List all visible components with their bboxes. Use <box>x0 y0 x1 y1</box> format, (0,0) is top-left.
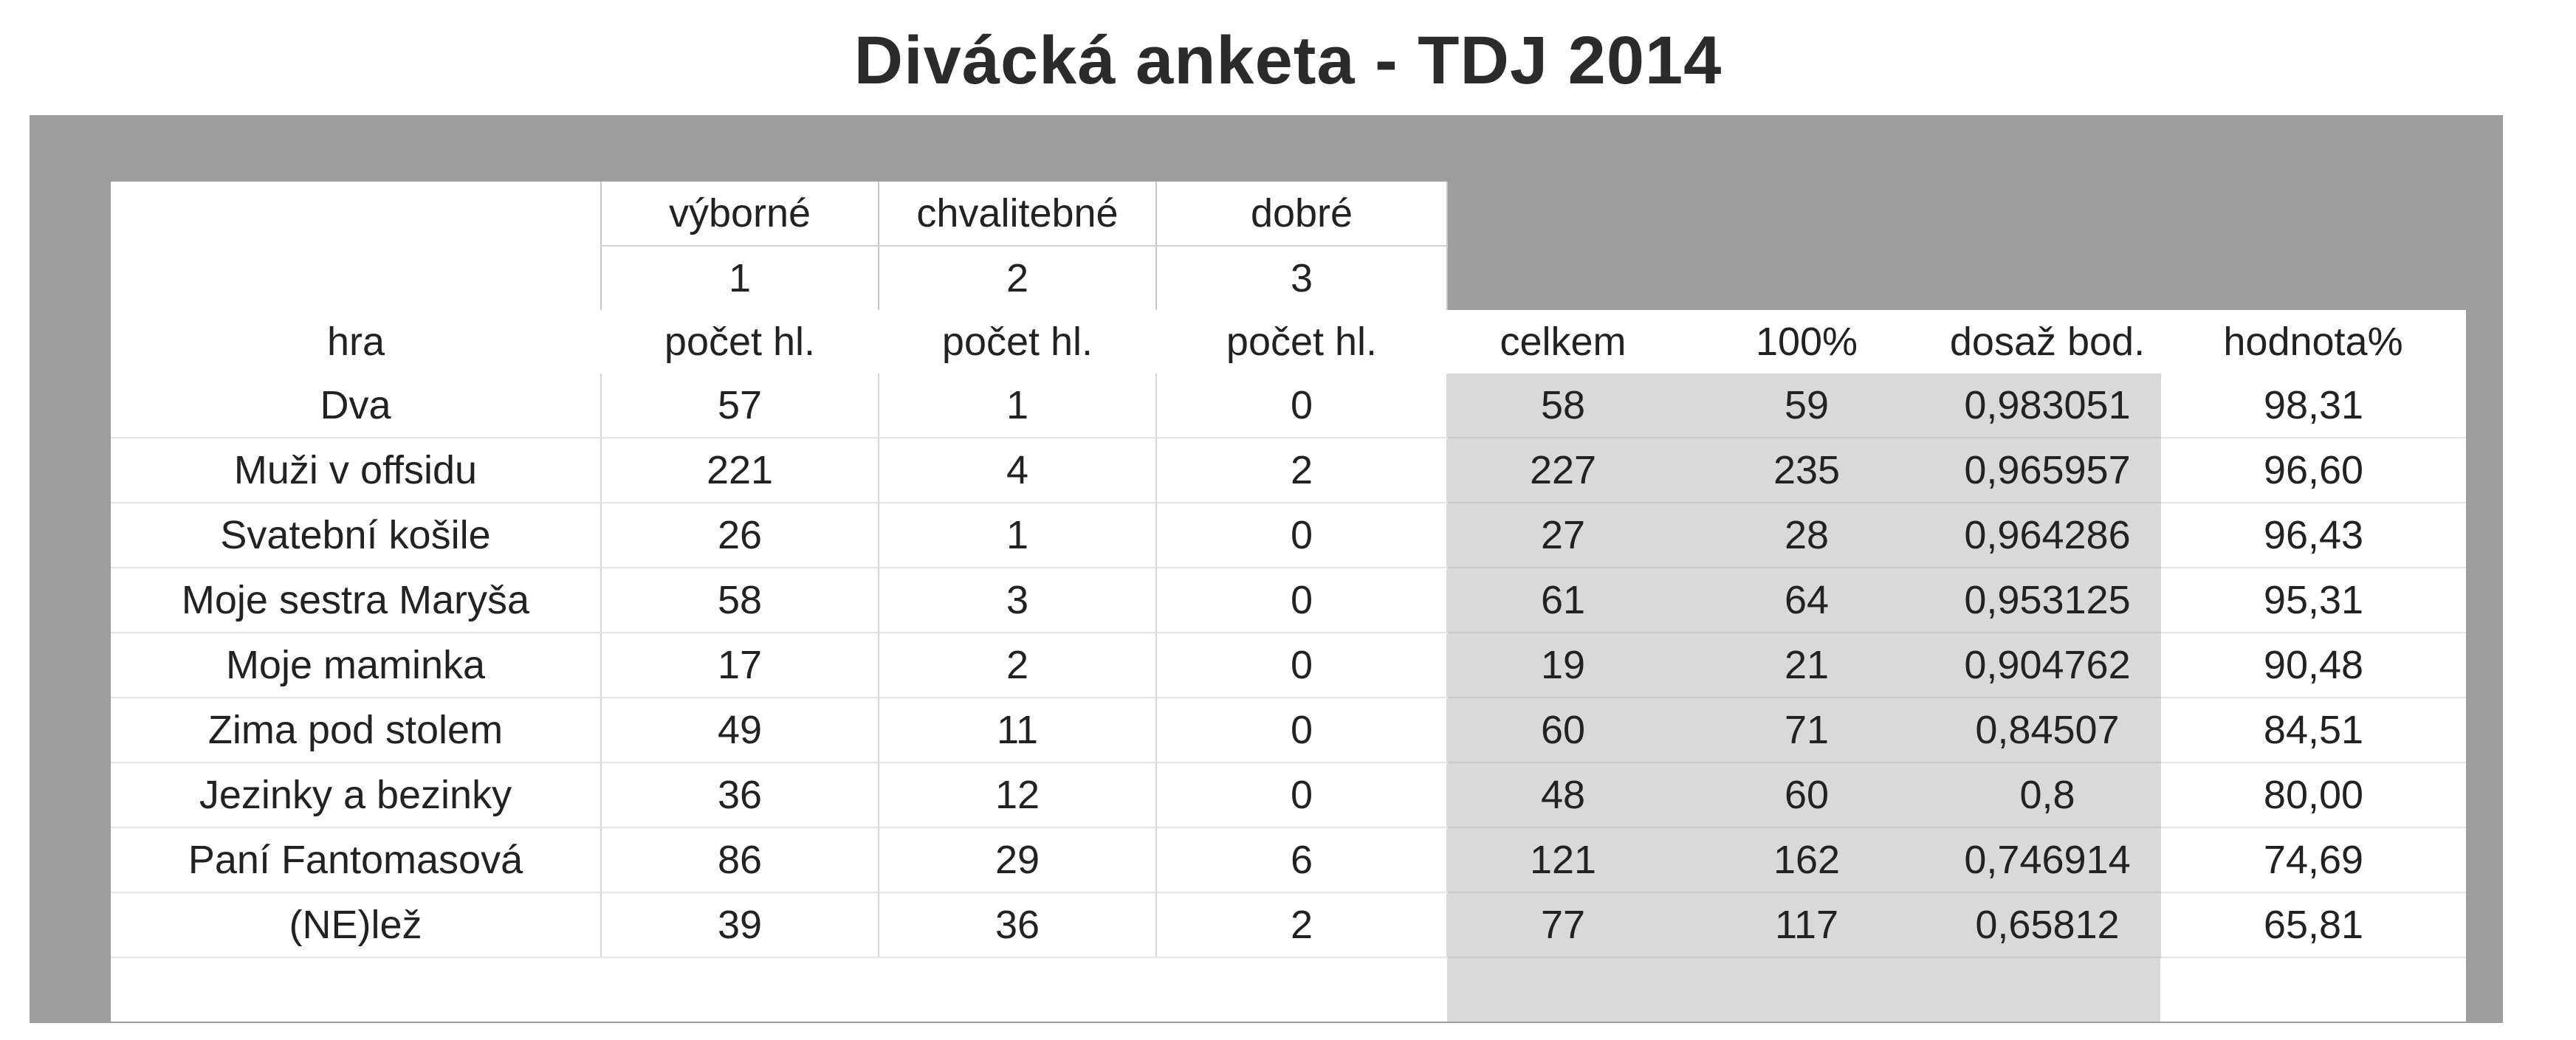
cell-pocet-2: 1 <box>879 373 1156 438</box>
column-header-hra: hra <box>111 310 601 373</box>
cell-pocet-2: 2 <box>879 633 1156 698</box>
cell-100: 60 <box>1679 762 1934 827</box>
cell-celkem: 227 <box>1447 438 1679 503</box>
cell-pocet-1: 36 <box>601 762 879 827</box>
column-header-pocet-3: počet hl. <box>1156 310 1447 373</box>
header-level-3: dobré <box>1156 182 1447 246</box>
cell-pocet-3: 0 <box>1156 373 1447 438</box>
cell-hodnota: 84,51 <box>2160 698 2466 762</box>
cell-pocet-2: 36 <box>879 892 1156 957</box>
cell-hodnota: 98,31 <box>2160 373 2466 438</box>
table-row <box>111 892 2466 957</box>
cell-pocet-1: 17 <box>601 633 879 698</box>
cell-hodnota: 95,31 <box>2160 568 2466 633</box>
cell-100: 162 <box>1679 827 1934 892</box>
header-level-2: chvalitebné <box>879 182 1156 246</box>
cell-pocet-3: 0 <box>1156 762 1447 827</box>
cell-pocet-3: 2 <box>1156 892 1447 957</box>
cell-hra: Zima pod stolem <box>111 698 601 762</box>
cell-100: 28 <box>1679 503 1934 568</box>
cell-celkem: 58 <box>1447 373 1679 438</box>
cell-hra: (NE)lež <box>111 892 601 957</box>
column-header-celkem: celkem <box>1447 310 1679 373</box>
cell-dosaz-bod: 0,8 <box>1934 762 2160 827</box>
header-level-1: výborné <box>601 182 879 246</box>
cell-hra: Moje sestra Maryša <box>111 568 601 633</box>
cell-dosaz-bod: 0,65812 <box>1934 892 2160 957</box>
cell-hodnota: 96,43 <box>2160 503 2466 568</box>
cell-hra: Muži v offsidu <box>111 438 601 503</box>
column-header-hodnota: hodnota% <box>2160 310 2466 373</box>
table-row <box>111 503 2466 568</box>
cell-pocet-1: 39 <box>601 892 879 957</box>
cell-pocet-2: 29 <box>879 827 1156 892</box>
header-row-columns <box>111 310 2466 373</box>
column-header-dosaz-bod: dosaž bod. <box>1934 310 2160 373</box>
cell-pocet-2: 3 <box>879 568 1156 633</box>
cell-100: 59 <box>1679 373 1934 438</box>
table-row <box>111 568 2466 633</box>
cell-hra: Paní Fantomasová <box>111 827 601 892</box>
header-row-levels <box>111 182 2466 246</box>
cell-pocet-2: 4 <box>879 438 1156 503</box>
cell-pocet-1: 58 <box>601 568 879 633</box>
cell-dosaz-bod: 0,84507 <box>1934 698 2160 762</box>
cell-pocet-3: 0 <box>1156 698 1447 762</box>
cell-hodnota: 90,48 <box>2160 633 2466 698</box>
cell-pocet-1: 57 <box>601 373 879 438</box>
cell-hra: Moje maminka <box>111 633 601 698</box>
table-row <box>111 698 2466 762</box>
results-table <box>111 182 2466 1022</box>
cell-hodnota: 80,00 <box>2160 762 2466 827</box>
cell-celkem: 60 <box>1447 698 1679 762</box>
cell-pocet-3: 0 <box>1156 503 1447 568</box>
table-row <box>111 827 2466 892</box>
cell-hra: Jezinky a bezinky <box>111 762 601 827</box>
cell-pocet-2: 12 <box>879 762 1156 827</box>
cell-100: 64 <box>1679 568 1934 633</box>
cell-dosaz-bod: 0,953125 <box>1934 568 2160 633</box>
cell-pocet-2: 1 <box>879 503 1156 568</box>
cell-hra: Dva <box>111 373 601 438</box>
cell-hra: Svatební košile <box>111 503 601 568</box>
cell-hodnota: 96,60 <box>2160 438 2466 503</box>
cell-100: 71 <box>1679 698 1934 762</box>
cell-pocet-2: 11 <box>879 698 1156 762</box>
header-number-2: 2 <box>879 246 1156 310</box>
cell-celkem: 61 <box>1447 568 1679 633</box>
header-number-1: 1 <box>601 246 879 310</box>
cell-celkem: 19 <box>1447 633 1679 698</box>
cell-celkem: 48 <box>1447 762 1679 827</box>
cell-celkem: 77 <box>1447 892 1679 957</box>
cell-pocet-3: 0 <box>1156 568 1447 633</box>
page-title: Divácká anketa - TDJ 2014 <box>853 23 1723 98</box>
cell-dosaz-bod: 0,904762 <box>1934 633 2160 698</box>
cell-pocet-1: 221 <box>601 438 879 503</box>
column-header-pocet-2: počet hl. <box>879 310 1156 373</box>
table-bottom-padding <box>111 957 2466 1022</box>
cell-dosaz-bod: 0,746914 <box>1934 827 2160 892</box>
cell-dosaz-bod: 0,965957 <box>1934 438 2160 503</box>
cell-hodnota: 65,81 <box>2160 892 2466 957</box>
cell-pocet-1: 86 <box>601 827 879 892</box>
cell-pocet-3: 6 <box>1156 827 1447 892</box>
table-row <box>111 373 2466 438</box>
cell-pocet-1: 26 <box>601 503 879 568</box>
column-header-pocet-1: počet hl. <box>601 310 879 373</box>
header-number-3: 3 <box>1156 246 1447 310</box>
cell-pocet-3: 0 <box>1156 633 1447 698</box>
cell-pocet-1: 49 <box>601 698 879 762</box>
cell-100: 21 <box>1679 633 1934 698</box>
cell-celkem: 121 <box>1447 827 1679 892</box>
cell-celkem: 27 <box>1447 503 1679 568</box>
cell-dosaz-bod: 0,983051 <box>1934 373 2160 438</box>
header-row-numbers <box>111 246 2466 310</box>
column-header-100: 100% <box>1679 310 1934 373</box>
cell-100: 117 <box>1679 892 1934 957</box>
cell-hodnota: 74,69 <box>2160 827 2466 892</box>
cell-100: 235 <box>1679 438 1934 503</box>
table-row <box>111 438 2466 503</box>
cell-pocet-3: 2 <box>1156 438 1447 503</box>
table-row <box>111 633 2466 698</box>
cell-dosaz-bod: 0,964286 <box>1934 503 2160 568</box>
table-row <box>111 762 2466 827</box>
